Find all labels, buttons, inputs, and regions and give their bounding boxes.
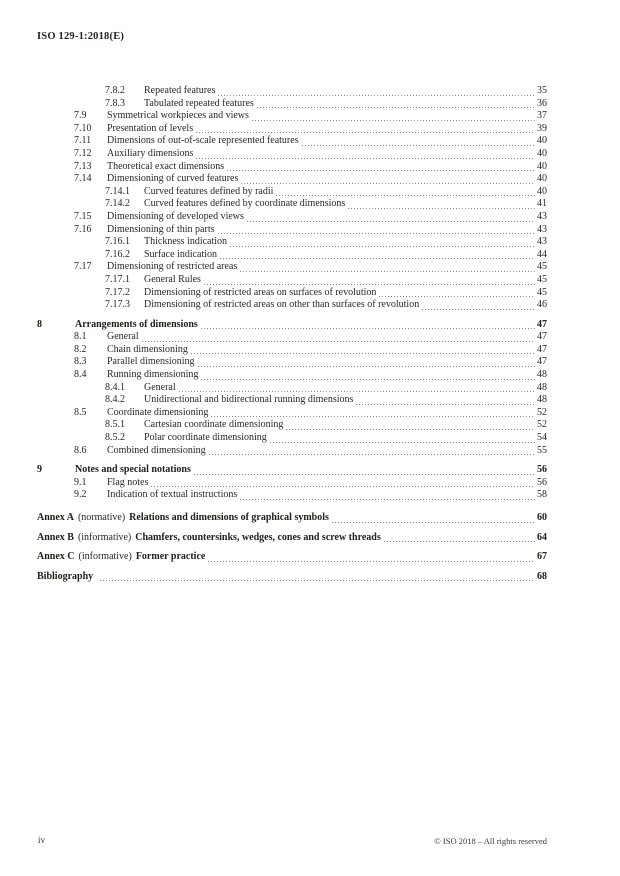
dot-leader xyxy=(332,522,535,523)
toc-entry-number: 7.17.3 xyxy=(105,299,130,311)
toc-entry-number: 7.17.2 xyxy=(105,286,130,298)
toc xyxy=(37,85,547,583)
toc-entry-title: Polar coordinate dimensioning xyxy=(144,432,267,444)
toc-entry-number: 7.10 xyxy=(74,122,92,134)
toc-entry-title: Dimensioning of restricted areas on surfaces of revolution xyxy=(144,286,377,298)
dot-leader xyxy=(286,429,535,430)
toc-entry-page: 46 xyxy=(537,299,547,311)
toc-entry-number: 8.4.1 xyxy=(105,381,125,393)
toc-entry-title: Running dimensioning xyxy=(107,369,199,381)
toc-entry-page: 45 xyxy=(537,261,547,273)
toc-entry xyxy=(37,407,547,420)
toc-entry-qualifier: (normative) xyxy=(77,512,126,523)
dot-leader xyxy=(241,183,535,184)
toc-entry xyxy=(37,85,547,98)
toc-entry-page: 68 xyxy=(537,570,547,582)
dot-leader xyxy=(247,221,535,222)
dot-leader xyxy=(348,208,535,209)
toc-entry xyxy=(37,319,547,332)
dot-leader xyxy=(204,284,535,285)
toc-entry-page: 47 xyxy=(537,318,547,330)
toc-entry-number: 7.14 xyxy=(74,173,92,185)
toc-entry-number: 8.1 xyxy=(74,331,87,343)
dot-leader xyxy=(201,328,535,329)
toc-entry xyxy=(37,186,547,199)
toc-entry-title: Dimensioning of curved features xyxy=(107,173,239,185)
toc-entry xyxy=(37,110,547,123)
toc-entry-title: Thickness indication xyxy=(144,236,228,248)
toc-entry-title: General xyxy=(107,331,139,343)
toc-entry-page: 47 xyxy=(537,331,547,343)
toc-entry-page: 52 xyxy=(537,406,547,418)
toc-entry-number: 8.5 xyxy=(74,406,87,418)
toc-entry-number: 7.8.2 xyxy=(105,85,125,96)
toc-entry-page: 45 xyxy=(537,286,547,298)
toc-entry-title: Theoretical exact dimensions xyxy=(107,160,225,172)
toc-entry-title: Tabulated repeated features xyxy=(144,97,254,109)
toc-entry-number: 7.11 xyxy=(74,135,92,147)
toc-entry-page: 40 xyxy=(537,147,547,159)
toc-entry-page: 67 xyxy=(537,551,547,563)
toc-entry-title: Notes and special notations xyxy=(75,464,191,476)
document-header: ISO 129-1:2018(E) xyxy=(37,31,125,42)
dot-leader xyxy=(194,474,535,475)
toc-entry-title: Relations and dimensions of graphical symbols xyxy=(129,512,329,523)
toc-entry-title: Combined dimensioning xyxy=(107,444,206,456)
toc-entry-page: 48 xyxy=(537,394,547,406)
toc-entry-page: 56 xyxy=(537,464,547,476)
dot-leader xyxy=(422,309,535,310)
toc-entry-title: Chain dimensioning xyxy=(107,343,188,355)
dot-leader xyxy=(270,442,535,443)
toc-entry xyxy=(37,369,547,382)
toc-entry xyxy=(37,344,547,357)
toc-entry-prefix: Annex A xyxy=(37,512,74,523)
toc-entry-page: 54 xyxy=(537,432,547,444)
toc-entry-prefix: Bibliography xyxy=(37,570,94,582)
toc-entry-title: Dimensioning of thin parts xyxy=(107,223,215,235)
toc-entry xyxy=(37,224,547,237)
toc-entry-title: Flag notes xyxy=(107,476,149,488)
dot-leader xyxy=(302,145,535,146)
toc-entry-title: Parallel dimensioning xyxy=(107,356,195,368)
toc-entry-title: Dimensions of out-of-scale represented features xyxy=(107,135,299,147)
toc-entry-number: 7.14.2 xyxy=(105,198,130,210)
toc-entry-page: 35 xyxy=(537,85,547,96)
dot-leader xyxy=(384,541,535,542)
toc-entry-number: 7.16.1 xyxy=(105,236,130,248)
toc-entry-page: 47 xyxy=(537,356,547,368)
dot-leader xyxy=(379,296,535,297)
toc-entry-number: 7.13 xyxy=(74,160,92,172)
dot-leader xyxy=(356,404,535,405)
dot-leader xyxy=(230,246,535,247)
toc-entry xyxy=(37,356,547,369)
toc-entry-title: Surface indication xyxy=(144,248,218,260)
toc-entry-title: Arrangements of dimensions xyxy=(75,318,198,330)
toc-entry xyxy=(37,432,547,445)
toc-entry-page: 60 xyxy=(537,512,547,523)
toc-entry-number: 8.5.2 xyxy=(105,432,125,444)
dot-leader xyxy=(142,341,535,342)
toc-entry xyxy=(37,419,547,432)
dot-leader xyxy=(257,107,535,108)
toc-entry-title: Dimensioning of restricted areas xyxy=(107,261,238,273)
toc-entry-qualifier: (informative) xyxy=(77,531,132,543)
toc-entry-number: 7.15 xyxy=(74,210,92,222)
toc-entry-title: General Rules xyxy=(144,273,201,285)
toc-entry-page: 43 xyxy=(537,223,547,235)
toc-entry-page: 55 xyxy=(537,444,547,456)
toc-entry xyxy=(37,161,547,174)
toc-entry-number: 8 xyxy=(37,318,42,330)
dot-leader xyxy=(276,195,535,196)
toc-entry-page: 37 xyxy=(537,110,547,122)
toc-entry-prefix: Annex C xyxy=(37,551,75,563)
toc-entry-page: 41 xyxy=(537,198,547,210)
dot-leader xyxy=(218,95,535,96)
toc-entry-page: 39 xyxy=(537,122,547,134)
toc-entry-number: 8.3 xyxy=(74,356,87,368)
dot-leader xyxy=(220,258,535,259)
toc-entry-title: Presentation of levels xyxy=(107,122,194,134)
toc-entry-page: 64 xyxy=(537,531,547,543)
toc-entry-number: 8.2 xyxy=(74,343,87,355)
toc-entry-page: 56 xyxy=(537,476,547,488)
toc-entry xyxy=(37,445,547,458)
toc-entry-title: General xyxy=(144,381,176,393)
toc-entry-page: 52 xyxy=(537,419,547,431)
dot-leader xyxy=(191,353,535,354)
toc-entry-prefix: Annex B xyxy=(37,531,74,543)
dot-leader xyxy=(100,580,535,581)
toc-entry-number: 7.14.1 xyxy=(105,185,130,197)
toc-entry xyxy=(37,249,547,262)
dot-leader xyxy=(179,391,535,392)
toc-entry-page: 45 xyxy=(537,273,547,285)
dot-leader xyxy=(151,486,535,487)
toc-entry-title: Symmetrical workpieces and views xyxy=(107,110,249,122)
toc-entry xyxy=(37,394,547,407)
toc-entry xyxy=(37,261,547,274)
dot-leader xyxy=(196,132,535,133)
toc-entry xyxy=(37,331,547,344)
toc-entry-number: 7.12 xyxy=(74,147,92,159)
toc-entry xyxy=(37,571,547,584)
toc-entry-number: 8.6 xyxy=(74,444,87,456)
copyright-footer: © ISO 2018 – All rights reserved xyxy=(434,836,547,846)
toc-entry xyxy=(37,489,547,502)
toc-entry-number: 7.8.3 xyxy=(105,97,125,109)
toc-entry-number: 9 xyxy=(37,464,42,476)
dot-leader xyxy=(208,561,535,562)
toc-entry xyxy=(37,274,547,287)
toc-entry xyxy=(37,287,547,300)
toc-entry-title: Unidirectional and bidirectional running dimensions xyxy=(144,394,354,406)
toc-entry-title: Cartesian coordinate dimensioning xyxy=(144,419,284,431)
dot-leader xyxy=(252,120,535,121)
toc-entry-page: 44 xyxy=(537,248,547,260)
toc-entry-number: 7.9 xyxy=(74,110,87,122)
toc-entry xyxy=(37,382,547,395)
toc-entry-number: 7.17.1 xyxy=(105,273,130,285)
toc-entry-page: 40 xyxy=(537,160,547,172)
toc-entry-number: 8.4.2 xyxy=(105,394,125,406)
toc-entry-title: Curved features defined by radii xyxy=(144,185,274,197)
toc-entry-title: Chamfers, countersinks, wedges, cones and screw threads xyxy=(135,531,381,543)
toc-entry xyxy=(37,198,547,211)
toc-entry-page: 43 xyxy=(537,210,547,222)
toc-entry-page: 43 xyxy=(537,236,547,248)
dot-leader xyxy=(201,379,535,380)
toc-entry xyxy=(37,532,547,545)
toc-entry xyxy=(37,173,547,186)
toc-entry-page: 40 xyxy=(537,135,547,147)
toc-entry-number: 8.5.1 xyxy=(105,419,125,431)
toc-entry-title: Repeated features xyxy=(144,85,216,96)
page-number-footer: iv xyxy=(38,835,46,845)
dot-leader xyxy=(240,271,535,272)
toc-entry-page: 40 xyxy=(537,173,547,185)
toc-entry-title: Auxiliary dimensions xyxy=(107,147,194,159)
toc-entry xyxy=(37,148,547,161)
toc-entry xyxy=(37,211,547,224)
toc-entry-qualifier: (informative) xyxy=(78,551,132,563)
toc-entry-number: 9.2 xyxy=(74,489,87,501)
toc-entry-title: Indication of textual instructions xyxy=(107,489,238,501)
toc-entry-title: Coordinate dimensioning xyxy=(107,406,209,418)
toc-entry-title: Curved features defined by coordinate dimensions xyxy=(144,198,346,210)
toc-entry-page: 58 xyxy=(537,489,547,501)
toc-entry xyxy=(37,236,547,249)
toc-entry xyxy=(37,477,547,490)
toc-entry-title: Former practice xyxy=(135,551,206,563)
toc-entry xyxy=(37,512,547,525)
toc-entry xyxy=(37,464,547,477)
dot-leader xyxy=(227,170,535,171)
toc-entry xyxy=(37,135,547,148)
dot-leader xyxy=(240,499,535,500)
dot-leader xyxy=(218,233,536,234)
toc-entry-number: 7.16.2 xyxy=(105,248,130,260)
dot-leader xyxy=(211,416,535,417)
toc-entry-number: 7.16 xyxy=(74,223,92,235)
dot-leader xyxy=(196,158,535,159)
dot-leader xyxy=(209,454,535,455)
toc-entry xyxy=(37,98,547,111)
toc-entry xyxy=(37,551,547,564)
toc-entry-number: 8.4 xyxy=(74,369,87,381)
toc-entry-page: 48 xyxy=(537,381,547,393)
toc-entry-title: Dimensioning of restricted areas on other than surfaces of revolution xyxy=(144,299,420,311)
toc-entry-page: 36 xyxy=(537,97,547,109)
toc-entry-page: 40 xyxy=(537,185,547,197)
toc-entry-number: 9.1 xyxy=(74,476,87,488)
toc-entry-number: 7.17 xyxy=(74,261,92,273)
toc-entry-page: 48 xyxy=(537,369,547,381)
toc-entry-page: 47 xyxy=(537,343,547,355)
dot-leader xyxy=(198,366,536,367)
toc-entry xyxy=(37,299,547,312)
toc-entry xyxy=(37,123,547,136)
toc-entry-title: Dimensioning of developed views xyxy=(107,210,244,222)
